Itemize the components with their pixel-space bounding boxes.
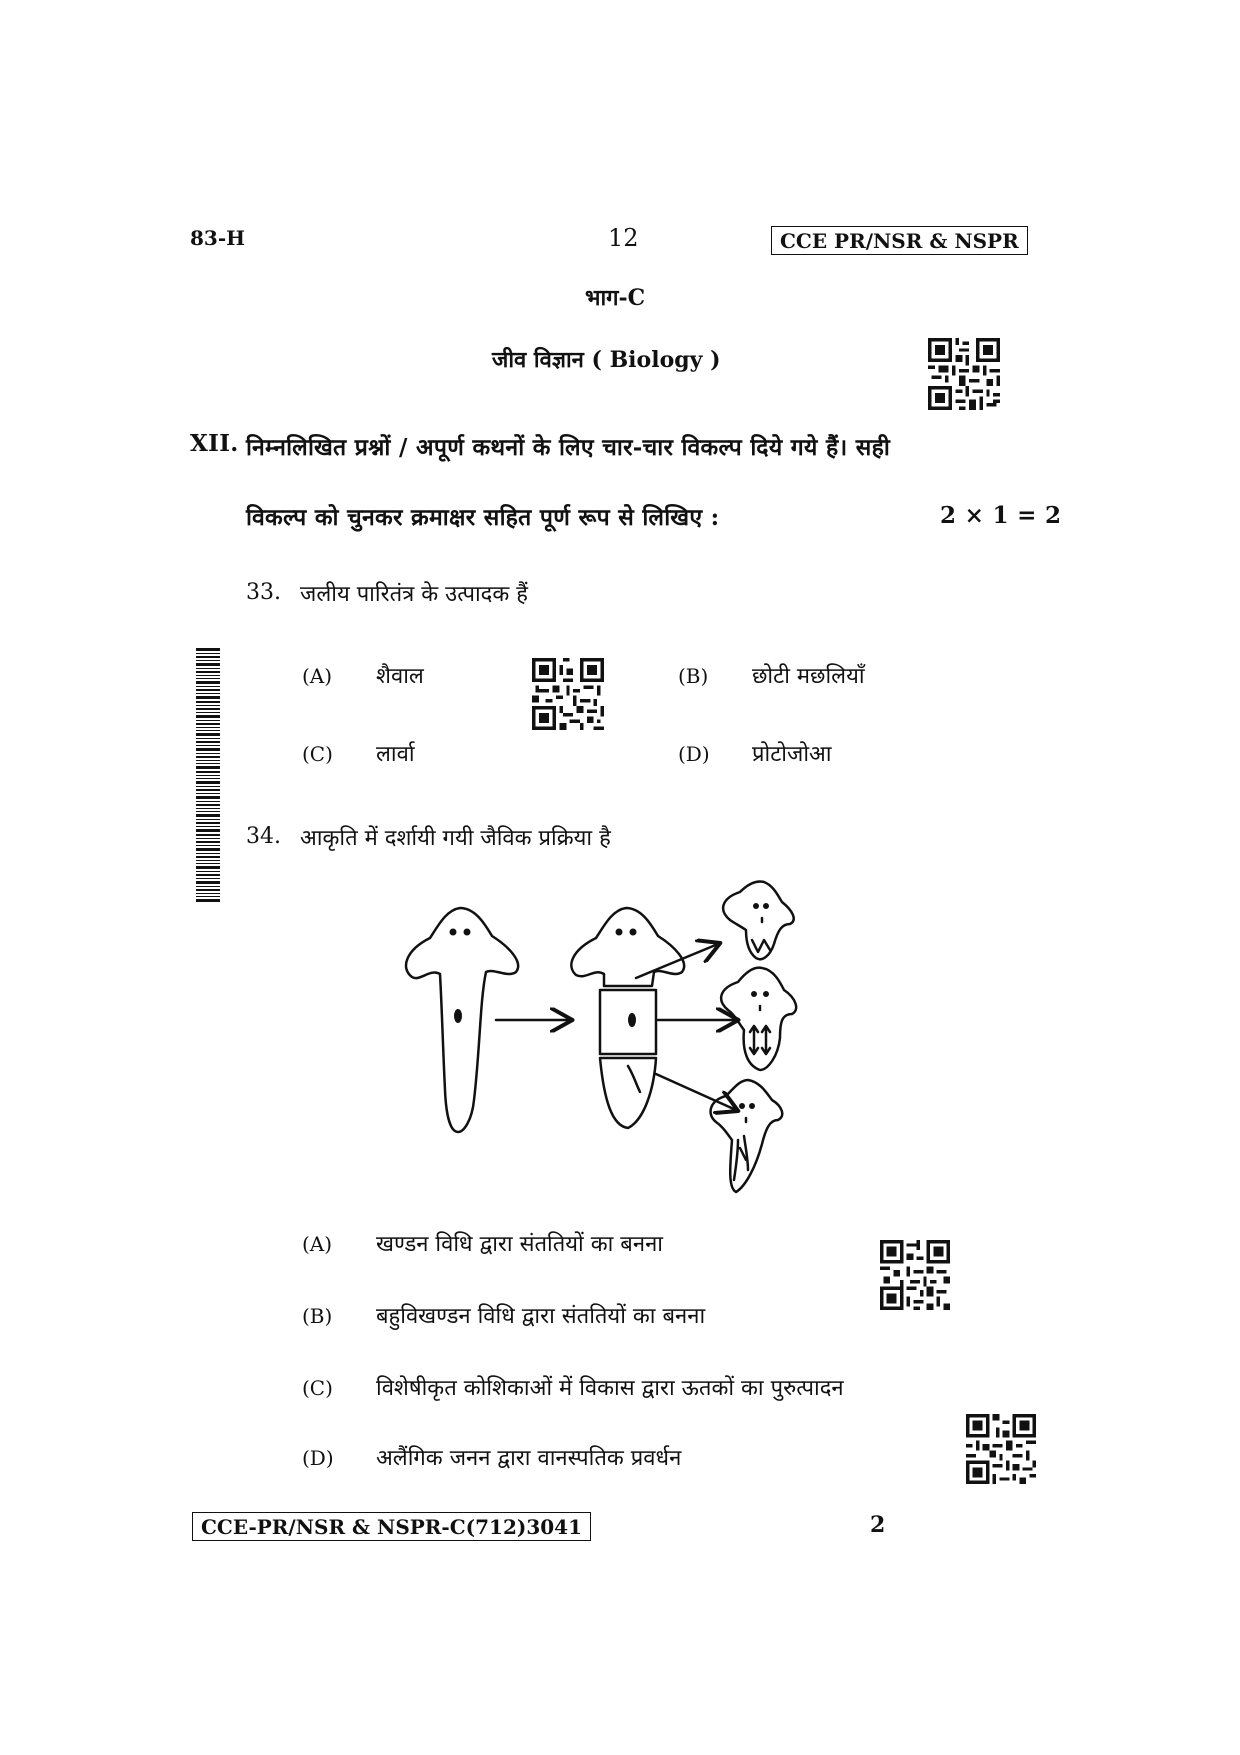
- qr-code-icon: [880, 1240, 950, 1310]
- qr-code-icon: [928, 338, 1000, 410]
- question-number: 33.: [246, 580, 281, 605]
- option-label: (A): [302, 664, 333, 688]
- option-text: प्रोटोजोआ: [752, 742, 832, 767]
- option-label: (C): [302, 742, 333, 766]
- footer-code-box: CCE-PR/NSR & NSPR-C(712)3041: [192, 1512, 591, 1541]
- instruction-line-1: निम्नलिखित प्रश्नों / अपूर्ण कथनों के लिए चार-चार विकल्प दिये गये हैं। सही: [246, 434, 891, 461]
- paper-code: 83-H: [190, 226, 246, 250]
- option-label: (B): [678, 664, 709, 688]
- option-text: अलैंगिक जनन द्वारा वानस्पतिक प्रवर्धन: [376, 1446, 682, 1471]
- question-text: जलीय पारितंत्र के उत्पादक हैं: [300, 582, 528, 607]
- option-text: लार्वा: [376, 742, 415, 767]
- barcode-icon: [196, 648, 220, 908]
- option-label: (C): [302, 1376, 333, 1400]
- planaria-regenerated-1: [723, 881, 794, 959]
- part-heading: भाग-C: [585, 285, 646, 311]
- option-label: (B): [302, 1304, 333, 1328]
- option-text: छोटी मछलियाँ: [752, 664, 865, 689]
- sheet-number: 2: [870, 1512, 886, 1538]
- qr-code-icon: [966, 1414, 1036, 1484]
- question-number: 34.: [246, 824, 281, 849]
- subject-heading: जीव विज्ञान ( Biology ): [492, 347, 721, 373]
- option-text: बहुविखण्डन विधि द्वारा संततियों का बनना: [376, 1304, 706, 1329]
- option-label: (A): [302, 1232, 333, 1256]
- marks-scheme: 2 × 1 = 2: [940, 502, 1062, 529]
- qr-code-icon: [532, 658, 604, 730]
- option-text: विशेषीकृत कोशिकाओं में विकास द्वारा ऊतकों का पुरुत्पादन: [376, 1376, 844, 1401]
- instruction-line-2: विकल्प को चुनकर क्रमाक्षर सहित पूर्ण रूप से लिखिए :: [246, 504, 720, 531]
- option-label: (D): [302, 1446, 334, 1470]
- regeneration-figure: [400, 870, 900, 1214]
- page-number: 12: [608, 224, 639, 252]
- exam-code-box: CCE PR/NSR & NSPR: [771, 226, 1028, 255]
- instruction-number: XII.: [190, 430, 239, 457]
- option-text: शैवाल: [376, 664, 424, 689]
- planaria-regenerated-3: [711, 1080, 783, 1192]
- option-text: खण्डन विधि द्वारा संततियों का बनना: [376, 1232, 663, 1257]
- planaria-cut: [571, 908, 684, 986]
- question-text: आकृति में दर्शायी गयी जैविक प्रक्रिया है: [300, 826, 611, 851]
- option-label: (D): [678, 742, 710, 766]
